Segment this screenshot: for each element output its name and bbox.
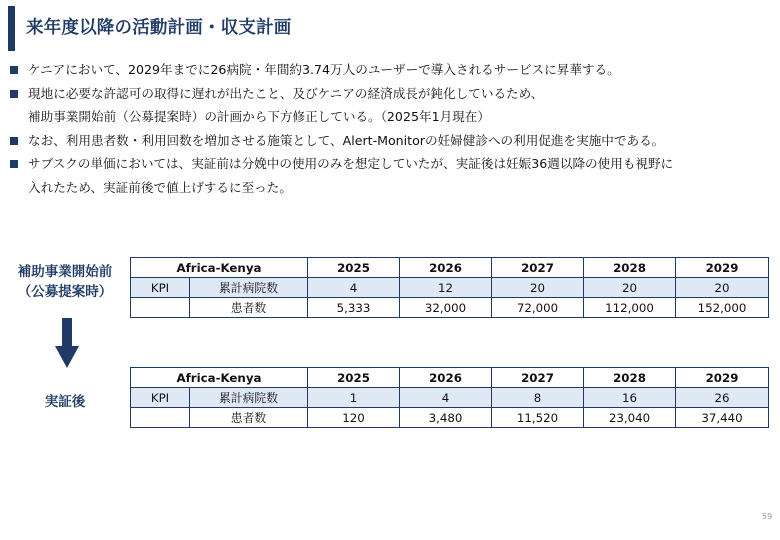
table-cell: 23,040 — [584, 408, 676, 428]
bullet-text: なお、利用患者数・利用回数を増加させる施策として、Alert-Monitorの妊婦健診への利用促進を実施中である。 — [28, 132, 665, 148]
table-row — [131, 278, 769, 298]
region-header: Africa-Kenya — [131, 258, 308, 278]
before-plan-label-line2: （公募提案時） — [17, 284, 113, 300]
table-cell: 4 — [400, 388, 492, 408]
year-header: 2029 — [676, 258, 769, 278]
row-label: 患者数 — [190, 408, 308, 428]
table-row — [131, 298, 769, 318]
bullet-text: 入れたため、実証前後で値上げするに至った。 — [28, 179, 292, 195]
year-header: 2025 — [308, 258, 400, 278]
bullet-list — [10, 58, 778, 199]
table-cell: 72,000 — [492, 298, 584, 318]
table-cell: 112,000 — [584, 298, 676, 318]
table-header-row — [131, 258, 769, 278]
table-cell: 20 — [492, 278, 584, 298]
table-row — [131, 408, 769, 428]
row-label: 累計病院数 — [190, 388, 308, 408]
bullet-item — [10, 58, 778, 82]
page-number: 59 — [762, 512, 773, 521]
table-cell: 37,440 — [676, 408, 769, 428]
year-header: 2026 — [400, 258, 492, 278]
row-label: 累計病院数 — [190, 278, 308, 298]
table-row — [131, 388, 769, 408]
empty-cell — [131, 408, 190, 428]
row-label: 患者数 — [190, 298, 308, 318]
bullet-continuation — [10, 176, 778, 200]
table-cell: 152,000 — [676, 298, 769, 318]
table-cell: 16 — [584, 388, 676, 408]
bullet-square-icon — [10, 90, 18, 98]
table-cell: 12 — [400, 278, 492, 298]
down-arrow-icon — [55, 318, 79, 368]
bullet-continuation — [10, 105, 778, 129]
before-plan-label — [2, 262, 128, 302]
year-header: 2027 — [492, 258, 584, 278]
bullet-text: 補助事業開始前（公募提案時）の計画から下方修正している。（2025年1月現在） — [28, 109, 490, 124]
table-header-row — [131, 368, 769, 388]
bullet-square-icon — [10, 160, 18, 168]
table-cell: 32,000 — [400, 298, 492, 318]
region-header: Africa-Kenya — [131, 368, 308, 388]
table-cell: 11,520 — [492, 408, 584, 428]
empty-cell — [131, 298, 190, 318]
bullet-square-icon — [10, 66, 18, 74]
year-header: 2027 — [492, 368, 584, 388]
bullet-square-icon — [10, 137, 18, 145]
year-header: 2025 — [308, 368, 400, 388]
title-accent-bar — [8, 6, 15, 51]
table-cell: 20 — [676, 278, 769, 298]
table-cell: 26 — [676, 388, 769, 408]
table-cell: 1 — [308, 388, 400, 408]
bullet-item — [10, 129, 778, 153]
before-plan-label-line1: 補助事業開始前 — [17, 264, 113, 280]
kpi-label: KPI — [131, 388, 190, 408]
bullet-text: ケニアにおいて、2029年までに26病院・年間約3.74万人のユーザーで導入されるサービスに昇華する。 — [28, 62, 620, 77]
table-cell: 8 — [492, 388, 584, 408]
bullet-text: サブスクの単価においては、実証前は分娩中の使用のみを想定していたが、実証後は妊娠36週以降の使用も視野に — [28, 156, 674, 171]
bullet-item — [10, 82, 778, 106]
year-header: 2029 — [676, 368, 769, 388]
after-label: 実証後 — [44, 394, 86, 410]
table-cell: 5,333 — [308, 298, 400, 318]
table-cell: 4 — [308, 278, 400, 298]
page-title: 来年度以降の活動計画・収支計画 — [26, 18, 292, 38]
year-header: 2028 — [584, 258, 676, 278]
year-header: 2026 — [400, 368, 492, 388]
bullet-item — [10, 152, 778, 176]
after-table — [130, 367, 769, 428]
year-header: 2028 — [584, 368, 676, 388]
before-plan-table — [130, 257, 769, 318]
bullet-text: 現地に必要な許認可の取得に遅れが出たこと、及びケニアの経済成長が鈍化しているため、 — [28, 85, 544, 101]
table-cell: 3,480 — [400, 408, 492, 428]
table-cell: 120 — [308, 408, 400, 428]
kpi-label: KPI — [131, 278, 190, 298]
table-cell: 20 — [584, 278, 676, 298]
